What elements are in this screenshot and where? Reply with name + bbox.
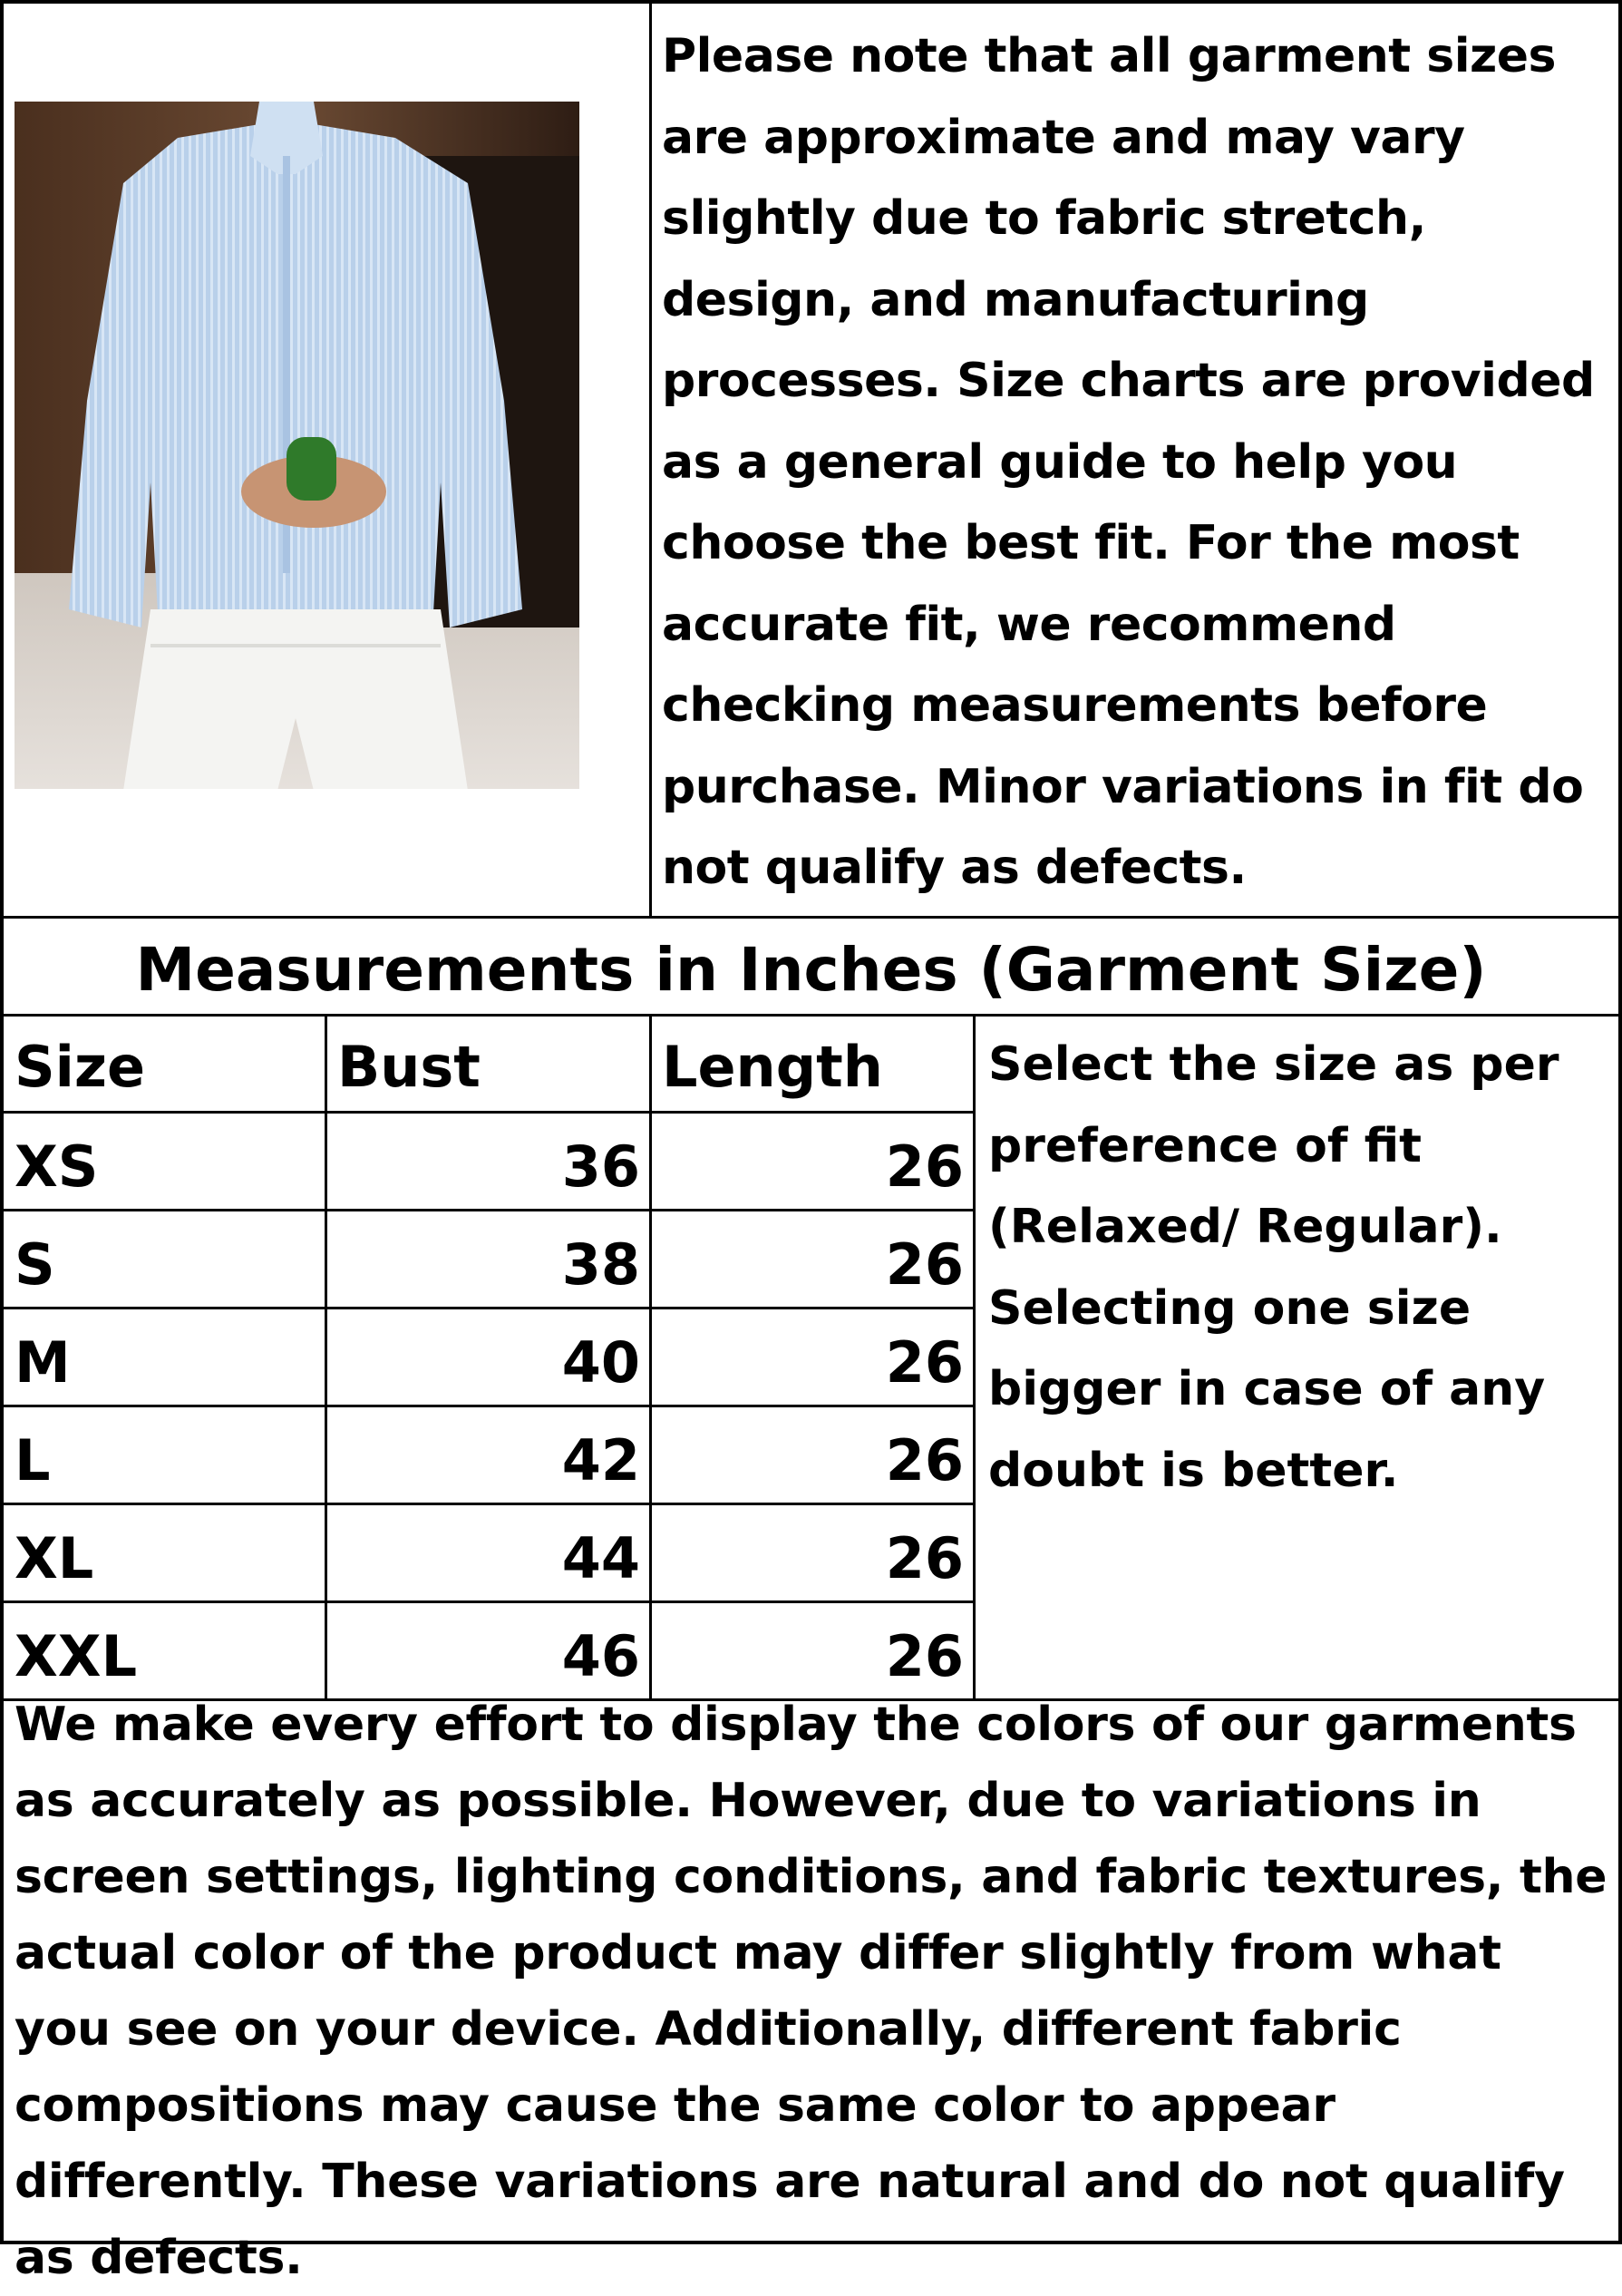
- table-title: Measurements in Inches (Garment Size): [135, 935, 1487, 1005]
- row-bust: 36: [561, 1133, 640, 1200]
- row-length: 26: [885, 1525, 964, 1591]
- row-size: XXL: [15, 1623, 138, 1689]
- size-disclaimer-note: Please note that all garment sizes are approximate and may vary slightly due to fabric stretch, design, and manufacturing processes. Size charts are provided as a general guide to help you choose the best fit. For the most accurate fit, we recommend checking measurements before purchase. Minor variations in fit do not qualify as defects.: [662, 29, 1595, 895]
- border-right: [1618, 0, 1622, 2244]
- row-bust: 38: [561, 1231, 640, 1298]
- row-size: L: [15, 1427, 51, 1493]
- table-row-line: [0, 1503, 975, 1505]
- fit-advice-note: Select the size as per preference of fit (Relaxed/ Regular). Selecting one size bigger in case of any doubt is better.: [988, 1037, 1559, 1498]
- table-row-line: [0, 1209, 975, 1211]
- row-length: 26: [885, 1623, 964, 1689]
- header-bust: Bust: [337, 1034, 481, 1100]
- table-col-line-3: [973, 1014, 976, 1700]
- row-bust: 46: [561, 1623, 640, 1689]
- row-length: 26: [885, 1133, 964, 1200]
- table-col-line-2: [649, 1014, 652, 1700]
- divider-photo-note: [649, 0, 652, 918]
- table-row-line: [0, 1307, 975, 1309]
- product-photo: [15, 102, 579, 789]
- row-size: XS: [15, 1133, 99, 1200]
- row-bust: 44: [561, 1525, 640, 1591]
- table-row-line: [0, 1111, 975, 1114]
- header-size: Size: [15, 1034, 146, 1100]
- row-length: 26: [885, 1427, 964, 1493]
- row-length: 26: [885, 1329, 964, 1396]
- row-size: M: [15, 1329, 71, 1396]
- color-disclaimer-note: We make every effort to display the colors of our garments as accurately as possible. However, due to variations in screen settings, lighting conditions, and fabric textures, the actual color of the product may differ slightly from what you see on your device. Additionally, different fabric compositions may cause the same color to appear differently. These variations are natural and do not qualify as defects.: [15, 1698, 1607, 2285]
- table-row-line: [0, 1600, 975, 1603]
- header-length: Length: [662, 1034, 883, 1100]
- divider-top-section: [0, 916, 1622, 919]
- row-length: 26: [885, 1231, 964, 1298]
- table-col-line-1: [325, 1014, 327, 1700]
- border-left: [0, 0, 4, 2244]
- row-size: XL: [15, 1525, 94, 1591]
- row-bust: 40: [561, 1329, 640, 1396]
- divider-title: [0, 1014, 1622, 1017]
- row-size: S: [15, 1231, 55, 1298]
- border-top: [0, 0, 1622, 4]
- table-row-line: [0, 1405, 975, 1407]
- row-bust: 42: [561, 1427, 640, 1493]
